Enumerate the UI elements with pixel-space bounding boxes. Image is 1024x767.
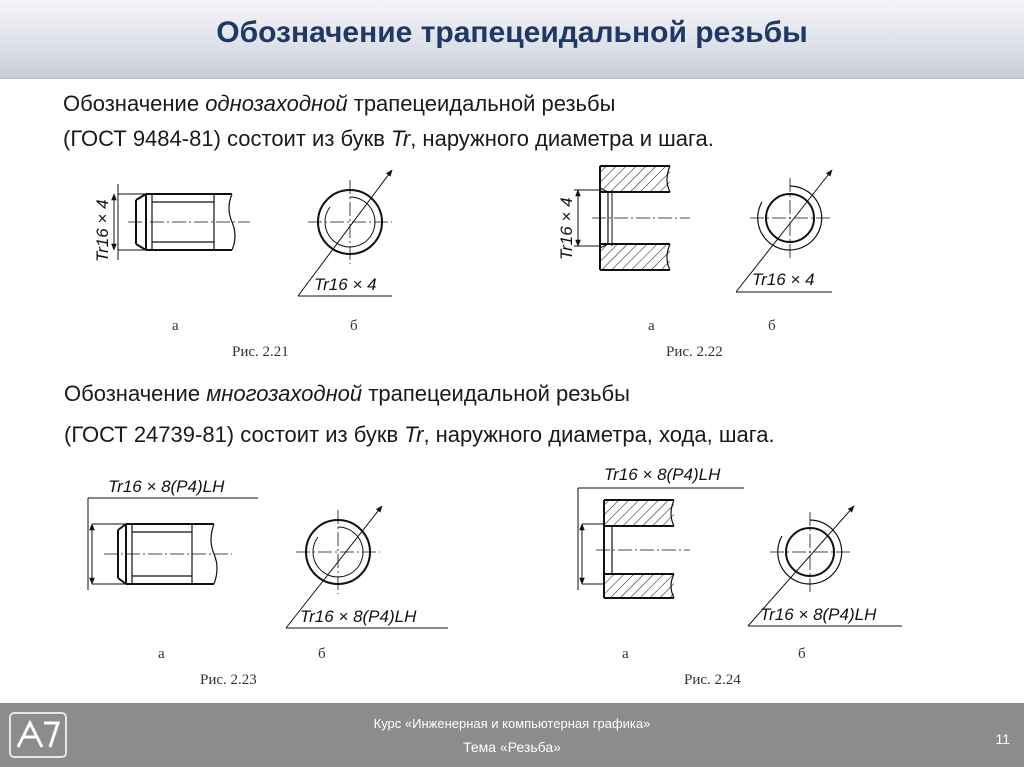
paragraph-line (63, 86, 714, 121)
text-span: Обозначение (64, 381, 207, 406)
paragraph-multi-start (64, 373, 775, 455)
view-label-a: а (158, 646, 165, 662)
text-span-italic: однозаходной (205, 91, 348, 116)
view-label-b: б (798, 646, 806, 662)
text-span: трапецеидальной резьбы (347, 91, 616, 116)
slide-header (0, 0, 1024, 79)
figure-caption: Рис. 2.24 (684, 672, 741, 688)
nut-section-view (574, 166, 690, 270)
text-span: (ГОСТ 9484-81) состоит из букв (63, 126, 392, 151)
thread-label: Tr16 × 4 (314, 275, 377, 294)
nut-section-view (578, 488, 744, 598)
thread-label: Tr16 × 8(P4)LH (300, 607, 417, 626)
figures-row-2 (0, 460, 1024, 696)
thread-label: Tr16 × 8(P4)LH (760, 605, 877, 624)
page-number: 11 (995, 731, 1010, 747)
course-name: Курс «Инженерная и компьютерная графика» (373, 716, 651, 731)
figure-2-24 (578, 465, 902, 688)
bolt-side-view (88, 498, 258, 590)
figure-2-21 (93, 170, 392, 360)
paragraph-single-start (63, 86, 714, 156)
thread-label-top: Tr16 × 8(P4)LH (108, 477, 225, 496)
thread-label-vertical: Tr16 × 4 (93, 199, 112, 262)
text-span: трапецеидальной резьбы (362, 381, 630, 406)
figure-caption: Рис. 2.23 (200, 672, 257, 688)
paragraph-line (63, 121, 714, 156)
paragraph-line (64, 373, 775, 414)
text-span: , наружного диаметра, хода, шага. (423, 422, 775, 447)
figure-2-22 (557, 166, 832, 360)
paragraph-line (64, 414, 775, 455)
bolt-side-view (114, 184, 250, 260)
slide-title: Обозначение трапецеидальной резьбы (216, 16, 808, 49)
figure-caption: Рис. 2.21 (232, 344, 289, 360)
thread-label-vertical: Tr16 × 4 (557, 197, 576, 260)
view-label-a: а (172, 318, 179, 334)
text-span: Обозначение (63, 91, 206, 116)
slide-footer (0, 703, 1024, 767)
text-span: (ГОСТ 24739-81) состоит из букв (64, 422, 405, 447)
figure-2-23 (88, 477, 448, 688)
view-label-b: б (350, 318, 358, 334)
figures-row-1 (0, 160, 1024, 370)
text-span: , наружного диаметра и шага. (410, 126, 714, 151)
thread-label: Tr16 × 4 (752, 270, 815, 289)
text-span-italic: Tr (404, 422, 424, 447)
thread-label-top: Tr16 × 8(P4)LH (604, 465, 721, 484)
view-label-b: б (768, 318, 776, 334)
figure-caption: Рис. 2.22 (666, 344, 723, 360)
topic-name: Тема «Резьба» (463, 739, 561, 755)
text-span-italic: Tr (391, 126, 411, 151)
view-label-a: а (648, 318, 655, 334)
view-label-a: а (622, 646, 629, 662)
view-label-b: б (318, 646, 326, 662)
text-span-italic: многозаходной (206, 381, 363, 406)
